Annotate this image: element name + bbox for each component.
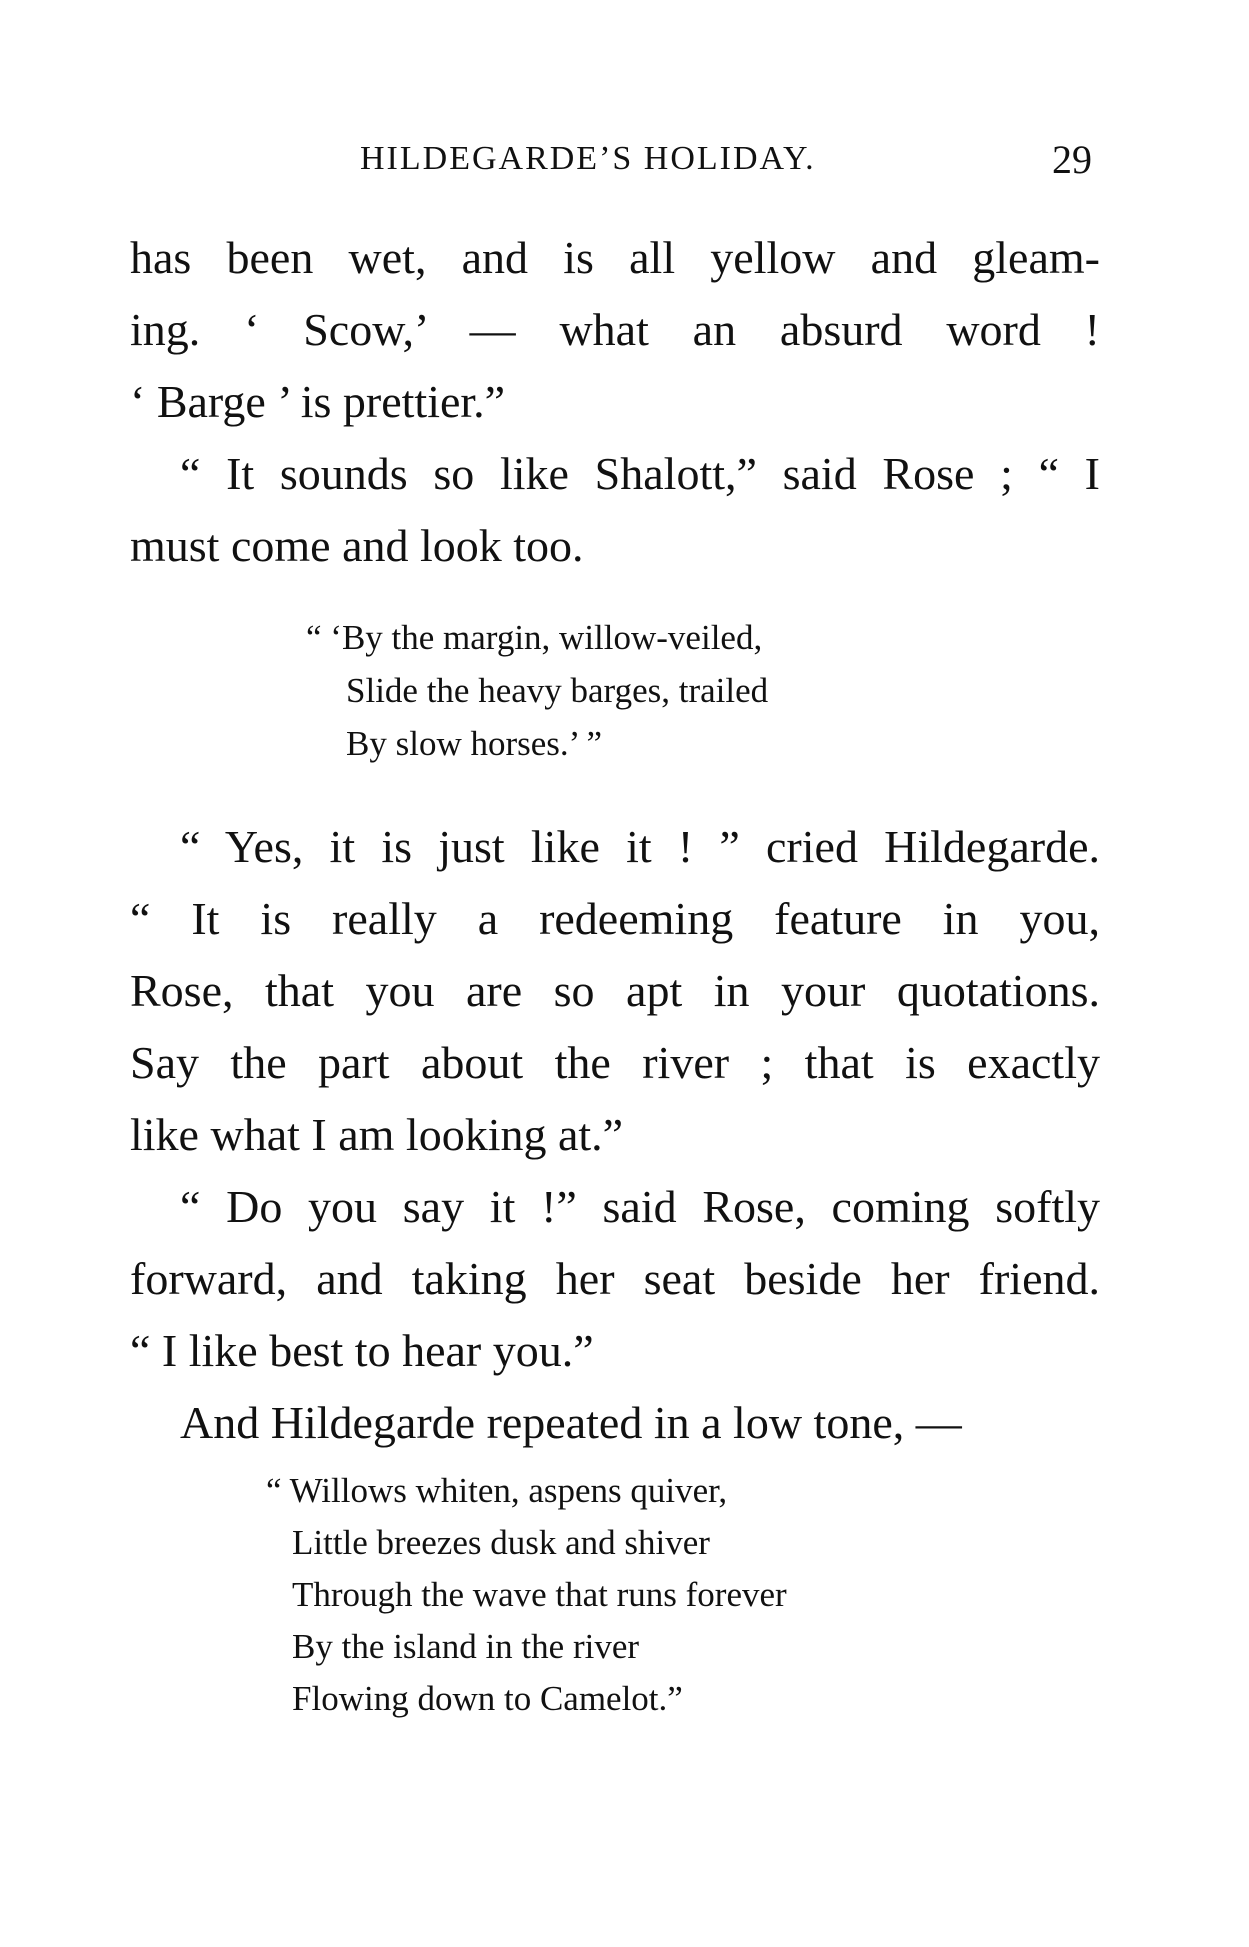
verse-line: Flowing down to Camelot.” xyxy=(292,1679,683,1718)
text-line: has been wet, and is all yellow and gleam- xyxy=(130,232,1100,283)
page-header xyxy=(0,137,1249,190)
running-head: HILDEGARDE’S HOLIDAY. xyxy=(360,140,816,177)
text-line: like what I am looking at.” xyxy=(130,1109,624,1160)
page-number: 29 xyxy=(1052,137,1092,182)
verse-quotation-2 xyxy=(266,1465,787,1725)
text-line: forward, and taking her seat beside her friend. xyxy=(130,1253,1100,1304)
text-line: “ It sounds so like Shalott,” said Rose ; “ I xyxy=(180,448,1100,499)
verse-line: Little breezes dusk and shiver xyxy=(292,1523,710,1562)
prose-block-top xyxy=(130,222,1100,582)
verse-quotation-1 xyxy=(306,611,768,770)
verse-line: Slide the heavy barges, trailed xyxy=(346,671,769,710)
verse-line: By the island in the river xyxy=(292,1627,640,1666)
text-line: ing. ‘ Scow,’ — what an absurd word ! xyxy=(130,304,1100,355)
prose-block-middle xyxy=(130,811,1100,1459)
verse-line: “ ‘By the margin, willow-veiled, xyxy=(306,618,763,657)
text-line: “ I like best to hear you.” xyxy=(130,1325,594,1376)
text-line: “ It is really a redeeming feature in you, xyxy=(130,893,1100,944)
text-line: And Hildegarde repeated in a low tone, — xyxy=(180,1397,962,1448)
verse-line: By slow horses.’ ” xyxy=(346,724,602,763)
text-line: “ Do you say it !” said Rose, coming softly xyxy=(180,1181,1100,1232)
text-line: “ Yes, it is just like it ! ” cried Hildegarde. xyxy=(180,821,1100,872)
text-line: ‘ Barge ’ is prettier.” xyxy=(130,376,506,427)
verse-line: “ Willows whiten, aspens quiver, xyxy=(266,1471,728,1510)
verse-line: Through the wave that runs forever xyxy=(292,1575,787,1614)
text-line: Say the part about the river ; that is exactly xyxy=(130,1037,1100,1088)
text-line: must come and look too. xyxy=(130,520,584,571)
text-line: Rose, that you are so apt in your quotations. xyxy=(130,965,1100,1016)
